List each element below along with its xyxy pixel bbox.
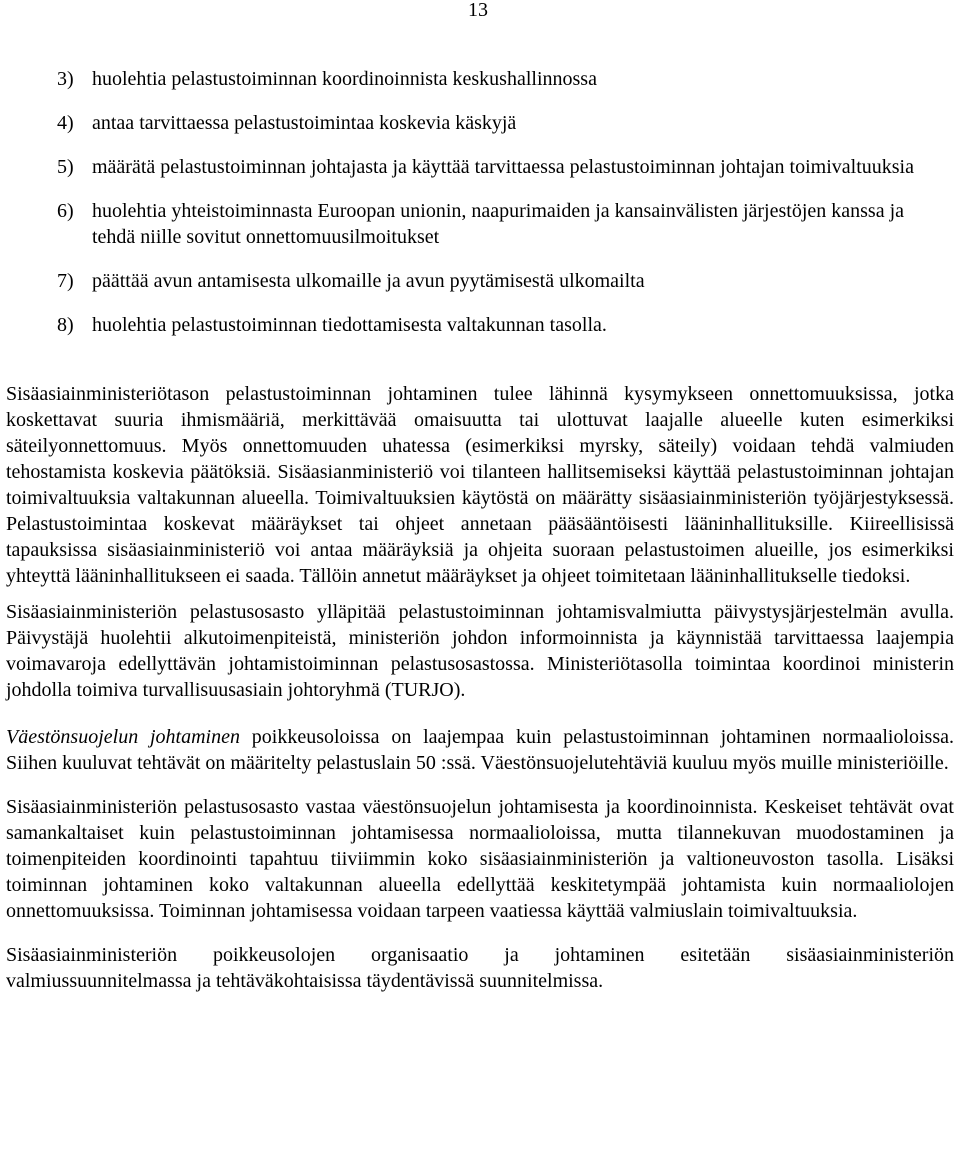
list-item: [57, 312, 952, 338]
page-number: 13: [468, 0, 488, 21]
list-item-text: huolehtia pelastustoiminnan koordinoinnista keskushallinnossa: [92, 68, 597, 90]
list-item-number: 3): [57, 68, 74, 90]
list-item-text: huolehtia yhteistoiminnasta Euroopan unionin, naapurimaiden ja kansainvälisten järjestöjen kanssa ja tehdä niille sovitut onnettomuusilmoitukset: [92, 200, 905, 248]
paragraph-civil-defence-rest: poikkeusoloissa on laajempaa kuin pelastustoiminnan johtaminen normaalioloissa. Siihen kuuluvat tehtävät on määritelty pelastuslain 50 :ssä. Väestönsuojelutehtäviä kuuluu myös muille ministeriöille.: [6, 726, 954, 774]
list-item: [57, 66, 952, 92]
list-item-number: 4): [57, 112, 74, 134]
list-item-number: 6): [57, 200, 74, 222]
task-list: [57, 66, 952, 356]
paragraph-emergency-organisation: Sisäasiainministeriön poikkeusolojen organisaatio ja johtaminen esitetään sisäasiainministeriön valmiussuunnitelmassa ja tehtäväkohtaisissa täydentävissä suunnitelmissa.: [6, 944, 954, 992]
paragraph-civil-defence: [6, 724, 954, 776]
list-item-number: 5): [57, 156, 74, 178]
list-item: [57, 268, 952, 294]
list-item-text: määrätä pelastustoiminnan johtajasta ja käyttää tarvittaessa pelastustoiminnan johtajan toimivaltuuksia: [92, 156, 914, 178]
list-item: [57, 110, 952, 136]
list-item-text: huolehtia pelastustoiminnan tiedottamisesta valtakunnan tasolla.: [92, 314, 607, 336]
list-item: [57, 198, 952, 250]
list-item-number: 7): [57, 270, 74, 292]
list-item-text: päättää avun antamisesta ulkomaille ja avun pyytämisestä ulkomailta: [92, 270, 645, 292]
paragraph-duty-system: Sisäasiainministeriön pelastusosasto ylläpitää pelastustoiminnan johtamisvalmiutta päivystysjärjestelmän avulla. Päivystäjä huolehtii alkutoimenpiteistä, ministeriön johdon informoinnista ja käynnistää tarvittaessa laajempia voimavaroja edellyttävän johtamistoiminnan pelastusosastossa. Ministeriötasolla toimintaa koordinoi ministerin johdolla toimiva turvallisuusasiain johtoryhmä (TURJO).: [6, 601, 954, 701]
list-item-number: 8): [57, 314, 74, 336]
list-item: [57, 154, 952, 180]
civil-defence-term: Väestönsuojelun johtaminen: [6, 726, 240, 748]
list-item-text: antaa tarvittaessa pelastustoimintaa koskevia käskyjä: [92, 112, 517, 134]
paragraph-rescue-department: Sisäasiainministeriön pelastusosasto vastaa väestönsuojelun johtamisesta ja koordinoinnista. Keskeiset tehtävät ovat samankaltaiset kuin pelastustoiminnan johtamisessa normaalioloissa, mutta tilannekuvan muodostaminen ja toimenpiteiden koordinointi tapahtuu tiiviimmin koko sisäasiainministeriön ja valtioneuvoston tasolla. Lisäksi toiminnan johtaminen koko valtakunnan alueella edellyttää keskitetympää johtamista kuin normaaliolojen onnettomuuksissa. Toiminnan johtamisessa voidaan tarpeen vaatiessa käyttää valmiuslain toimivaltuuksia.: [6, 796, 954, 922]
paragraph-ministry-level-leadership: Sisäasiainministeriötason pelastustoiminnan johtaminen tulee lähinnä kysymykseen onnettomuuksissa, jotka koskettavat suuria ihmismääriä, merkittävää omaisuutta tai ulottuvat laajalle alueelle kuten esimerkiksi säteilyonnettomuus. Myös onnettomuuden uhatessa (esimerkiksi myrsky, säteily) voidaan tehdä valmiuden tehostamista koskevia päätöksiä. Sisäasianministeriö voi tilanteen hallitsemiseksi käyttää pelastustoiminnan johtajan toimivaltuuksia valtakunnan alueella. Toimivaltuuksien käytöstä on määrätty sisäasiainministeriön työjärjestyksessä. Pelastustoimintaa koskevat määräykset tai ohjeet annetaan pääsääntöisesti lääninhallituksille. Kiireellisissä tapauksissa sisäasiainministeriö voi antaa määräyksiä ja ohjeita suoraan pelastustoimen alueille, jos esimerkiksi yhteyttä lääninhallitukseen ei saada. Tällöin annetut määräykset ja ohjeet toimitetaan lääninhallitukselle tiedoksi.: [6, 383, 954, 587]
body-text: [6, 381, 954, 1012]
